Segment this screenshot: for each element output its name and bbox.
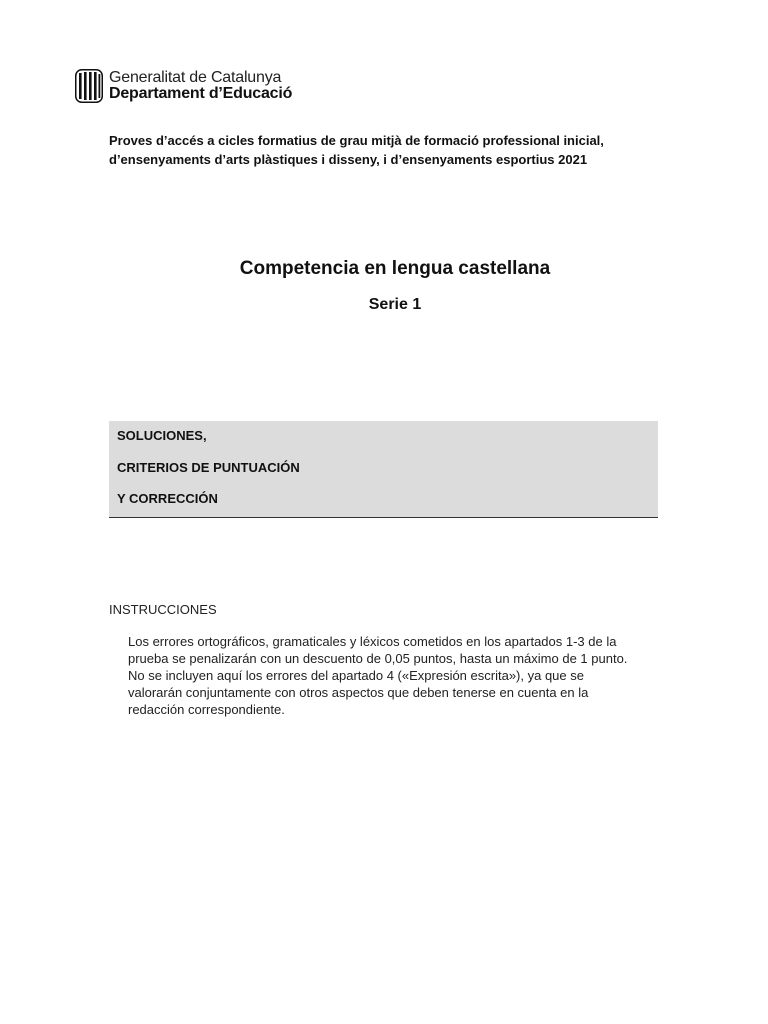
solutions-line-3: Y CORRECCIÓN	[117, 491, 218, 506]
instructions-heading: INSTRUCCIONES	[109, 602, 217, 617]
header-logo	[75, 69, 292, 103]
org-line-1: Generalitat de Catalunya	[109, 69, 282, 86]
exam-heading	[109, 131, 669, 169]
org-name	[109, 70, 292, 102]
instructions-line: prueba se penalizarán con un descuento de 0,05 puntos, hasta un máximo de 1 punto.	[128, 651, 628, 666]
solutions-line-1: SOLUCIONES,	[117, 428, 207, 443]
exam-heading-line-2: d’ensenyaments d’arts plàstiques i disseny, i d’ensenyaments esportius 2021	[109, 152, 588, 167]
instructions-line: redacción correspondiente.	[128, 702, 285, 717]
solutions-line-2: CRITERIOS DE PUNTUACIÓN	[117, 460, 300, 475]
catalan-stripes-logo-icon	[75, 69, 103, 103]
instructions-body	[128, 633, 658, 718]
instructions-line: valorarán conjuntamente con otros aspectos que deben tenerse en cuenta en la	[128, 685, 589, 700]
instructions-line: Los errores ortográficos, gramaticales y léxicos cometidos en los apartados 1-3 de la	[128, 634, 617, 649]
solutions-banner	[109, 421, 658, 518]
exam-heading-line-1: Proves d’accés a cicles formatius de grau mitjà de formació professional inicial,	[109, 133, 604, 148]
document-title: Competencia en lengua castellana	[239, 258, 551, 279]
document-series: Serie 1	[368, 296, 422, 313]
org-line-2: Departament d’Educació	[109, 85, 293, 102]
instructions-line: No se incluyen aquí los errores del apartado 4 («Expresión escrita»), ya que se	[128, 668, 584, 683]
